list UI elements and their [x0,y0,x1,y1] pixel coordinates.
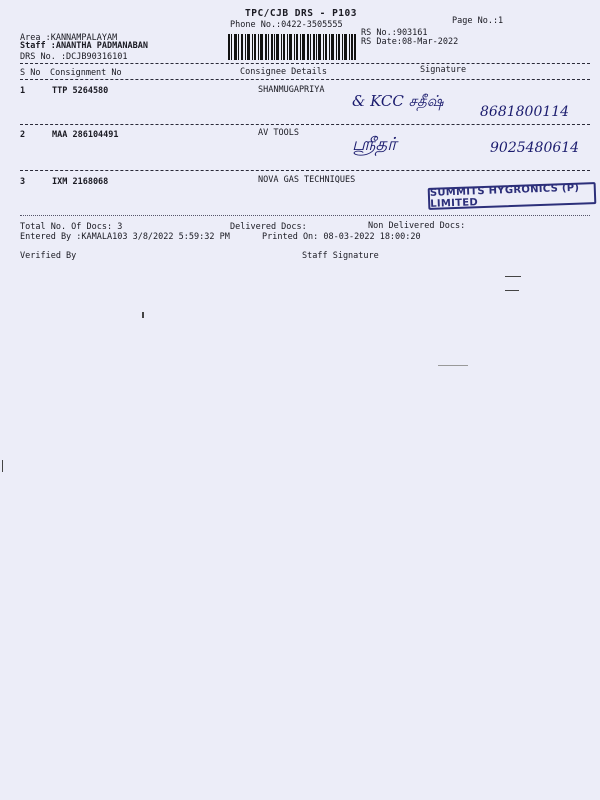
column-consignment: Consignment No [50,68,122,78]
header-bottom-rule [20,79,590,80]
column-sno: S No [20,68,41,78]
row-consignee: NOVA GAS TECHNIQUES [258,175,356,185]
handwritten-phone: 8681800114 [480,104,570,120]
handwritten-signature: ஸ்ரீதர் [352,134,397,155]
page-number: Page No.:1 [452,16,504,26]
header-top-rule [20,63,590,64]
row-consignment: TTP 5264580 [52,86,109,96]
area-label: Area :KANNAMPALAYAM [20,33,118,43]
drs-number: DRS No. :DCJB90316101 [20,52,128,62]
row-divider [20,124,590,125]
total-docs: Total No. Of Docs: 3 [20,222,123,232]
phone-number: Phone No.:0422-3505555 [230,20,343,30]
handwritten-signature: & KCC சதீஷ் [352,92,444,110]
verified-by: Verified By [20,251,77,261]
barcode-image [228,34,356,60]
company-stamp: SUMMITS HYGRONICS (P) LIMITED [428,182,597,210]
handwritten-phone: 9025480614 [490,140,580,156]
column-signature: Signature [420,65,467,75]
row-consignee: SHANMUGAPRIYA [258,85,325,95]
column-consignee: Consignee Details [240,67,327,77]
scan-mark [2,460,3,472]
row-sno: 1 [20,86,26,96]
scan-mark [505,276,521,277]
row-consignment: MAA 286104491 [52,130,119,140]
delivered-docs: Delivered Docs: [230,222,307,232]
row-sno: 3 [20,177,26,187]
printed-on: Printed On: 08-03-2022 18:00:20 [262,232,421,242]
staff-signature-label: Staff Signature [302,251,379,261]
rs-number: RS No.:903161 [361,28,428,38]
row-divider [20,170,590,171]
document-title: TPC/CJB DRS - P103 [245,8,357,19]
scan-mark [505,290,519,291]
scan-mark [438,365,468,366]
row-sno: 2 [20,130,26,140]
entered-by: Entered By :KAMALA103 3/8/2022 5:59:32 PM [20,232,230,242]
rs-date: RS Date:08-Mar-2022 [361,37,459,47]
row-consignee: AV TOOLS [258,128,299,138]
non-delivered-docs: Non Delivered Docs: [368,221,466,231]
row-consignment: IXM 2168068 [52,177,109,187]
scan-mark [142,312,144,318]
staff-label: Staff :ANANTHA PADMANABAN [20,41,148,51]
row-divider [20,215,590,216]
